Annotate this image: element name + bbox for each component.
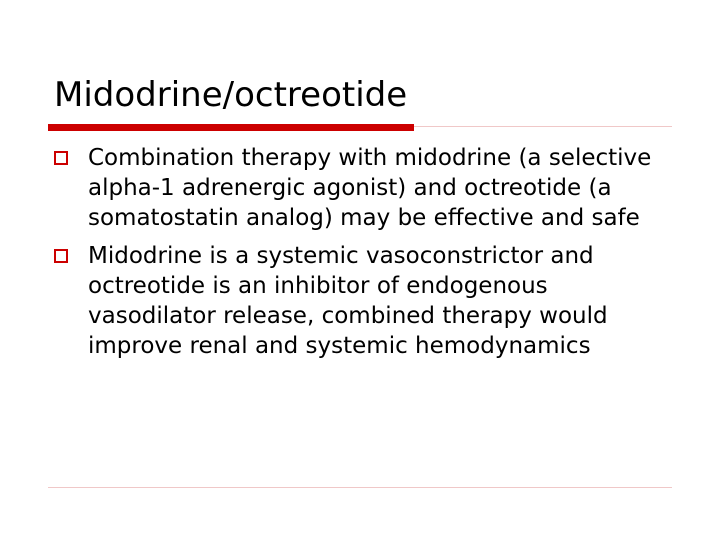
bullet-text: Combination therapy with midodrine (a selective alpha-1 adrenergic agonist) and octreotide (a somatostatin analog) may be effective and safe [88, 145, 652, 231]
hollow-square-bullet-icon [54, 151, 68, 165]
bullet-item [54, 143, 674, 233]
slide-title: Midodrine/octreotide [54, 75, 408, 115]
hollow-square-bullet-icon [54, 249, 68, 263]
title-underline-thin [414, 126, 672, 127]
footer-divider [48, 487, 672, 488]
bullet-list [54, 143, 674, 369]
bullet-item [54, 241, 674, 361]
bullet-text: Midodrine is a systemic vasoconstrictor and octreotide is an inhibitor of endogenous vasodilator release, combined therapy would improve renal and systemic hemodynamics [88, 243, 608, 359]
title-underline-accent [48, 124, 414, 131]
